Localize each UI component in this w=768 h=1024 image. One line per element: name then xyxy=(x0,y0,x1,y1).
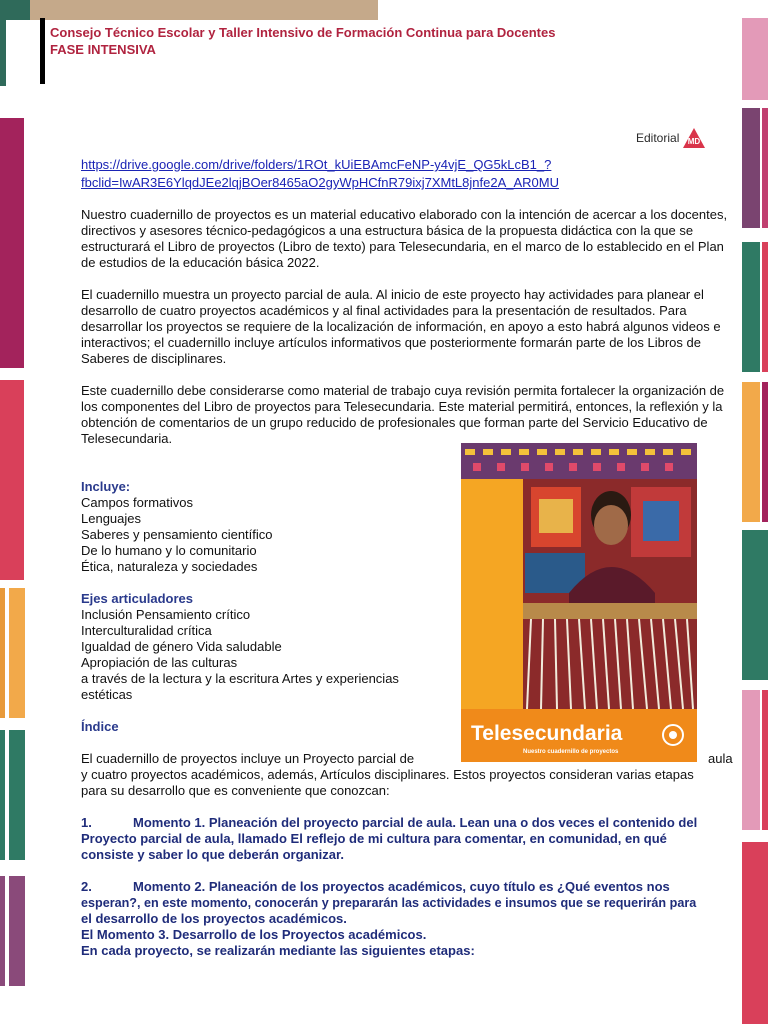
incluye-item: Ética, naturaleza y sociedades xyxy=(81,559,258,574)
momento-2-line: esperan?, en este momento, conocerán y prepararán las actividades e insumos que se requerirán para xyxy=(81,896,697,910)
incluye-item: De lo humano y lo comunitario xyxy=(81,543,257,558)
editorial-md-logo xyxy=(636,124,707,152)
left-strip-green-thin xyxy=(0,730,5,860)
logo-mark: MD xyxy=(688,137,701,146)
left-strip-green xyxy=(9,730,25,860)
book-cover-illustration xyxy=(461,443,697,762)
header-black-bar xyxy=(40,18,45,84)
momento-1-number: 1. xyxy=(81,815,92,830)
right-strip-magenta xyxy=(762,108,768,228)
book-cover-image xyxy=(461,443,697,762)
left-strip-purple xyxy=(9,876,25,986)
left-strip-red xyxy=(0,380,24,580)
book-subtitle: Nuestro cuadernillo de proyectos xyxy=(523,749,619,755)
paragraph-2: El cuadernillo muestra un proyecto parcial de aula. Al inicio de este proyecto hay actividades para planear el desarrollo de cuatro proyectos académicos y al final actividades para la presentación de resultados. Para desarrollar los proyectos se requiere de la localización de información, en apoyo a esto habrá algunos videos e interactivos; el cuadernillo incluye artículos informativos que posteriormente formarán parte de los Libros de Saberes de disciplinares. xyxy=(81,287,721,366)
book-title: Telesecundaria xyxy=(471,722,623,745)
incluye-heading: Incluye: xyxy=(81,479,131,494)
ejes-item: Igualdad de género Vida saludable xyxy=(81,639,282,654)
momento-2-line: Momento 2. Planeación de los proyectos académicos, cuyo título es ¿Qué eventos nos xyxy=(133,879,670,894)
right-strip-purple xyxy=(742,108,760,228)
indice-line1: El cuadernillo de proyectos incluye un Proyecto parcial de xyxy=(81,751,415,766)
logo-text: Editorial xyxy=(636,131,680,145)
top-decorative-bar xyxy=(0,0,378,20)
right-strip-magenta-2 xyxy=(762,382,768,522)
left-strip-magenta xyxy=(0,118,24,368)
header-subtitle: FASE INTENSIVA xyxy=(50,42,156,57)
momento-1-line: Proyecto parcial de aula, llamado El reflejo de mi cultura para comentar, en comunidad, en qué xyxy=(81,831,667,846)
right-strip-green-2 xyxy=(742,530,768,680)
drive-link-line2[interactable]: fbclid=IwAR3E6YlqdJEe2lqjBOer8465aO2gyWpHCfnR79ixj7XMtL8jnfe2A_AR0MU xyxy=(81,175,559,190)
right-strip-pink xyxy=(742,18,768,100)
right-strip-green xyxy=(742,242,760,372)
left-strip-orange xyxy=(9,588,25,718)
right-strip-red xyxy=(762,242,768,372)
md-logo-icon xyxy=(681,126,707,150)
corner-white-block xyxy=(6,20,42,86)
ejes-heading: Ejes articuladores xyxy=(81,591,193,606)
drive-link-line1[interactable]: https://drive.google.com/drive/folders/1ROt_kUiEBAmcFeNP-y4vjE_QG5kLcB1_? xyxy=(81,157,552,172)
paragraph-1: Nuestro cuadernillo de proyectos es un material educativo elaborado con la intención de acercar a los docentes, directivos y asesores técnico-pedagógicos a una estructura básica de la propuesta didáctica con la que se estructurará el Libro de proyectos (Libro de texto) para Telesecundaria, en el marco de lo establecido en el Plan de estudios de la educación básica 2022. xyxy=(81,207,728,270)
incluye-item: Saberes y pensamiento científico xyxy=(81,527,273,542)
right-strip-pink-2 xyxy=(742,690,760,830)
left-strip-orange-thin xyxy=(0,588,5,718)
momento-2-line: el desarrollo de los proyectos académicos. xyxy=(81,911,347,926)
paragraph-3: Este cuadernillo debe considerarse como material de trabajo cuya revisión permita fortalecer la organización de los componentes del Libro de proyectos para Telesecundaria. Este material permitirá, entonces, la reflexión y la obtención de comentarios de un grupo reducido de profesionales que forman parte del Servicio Educativo de Telesecundaria. xyxy=(81,383,725,446)
incluye-item: Lenguajes xyxy=(81,511,141,526)
header-title: Consejo Técnico Escolar y Taller Intensivo de Formación Continua para Docentes xyxy=(50,25,556,40)
right-strip-orange xyxy=(742,382,760,522)
ejes-item: Apropiación de las culturas xyxy=(81,655,238,670)
etapas-line: En cada proyecto, se realizarán mediante las siguientes etapas: xyxy=(81,943,475,958)
indice-line1-end: aula xyxy=(708,751,733,766)
ejes-item: Inclusión Pensamiento crítico xyxy=(81,607,251,622)
momento-3-line: El Momento 3. Desarrollo de los Proyectos académicos. xyxy=(81,927,427,942)
indice-heading: Índice xyxy=(81,719,119,734)
momento-1-line: Momento 1. Planeación del proyecto parcial de aula. Lean una o dos veces el contenido del xyxy=(133,815,698,830)
ejes-item: Interculturalidad crítica xyxy=(81,623,212,638)
right-strip-red-3 xyxy=(742,842,768,1024)
ejes-item: estéticas xyxy=(81,687,133,702)
right-strip-red-2 xyxy=(762,690,768,830)
indice-line3: para su desarrollo que es conveniente que conozcan: xyxy=(81,783,390,798)
incluye-item: Campos formativos xyxy=(81,495,193,510)
left-strip-purple-thin xyxy=(0,876,5,986)
indice-line2: y cuatro proyectos académicos, además, Artículos disciplinares. Estos proyectos consideran varias etapas xyxy=(81,767,694,782)
momento-2-number: 2. xyxy=(81,879,92,894)
momento-1-line: consiste y saber lo que deberán organizar. xyxy=(81,847,344,862)
ejes-item: a través de la lectura y la escritura Artes y experiencias xyxy=(81,671,399,686)
